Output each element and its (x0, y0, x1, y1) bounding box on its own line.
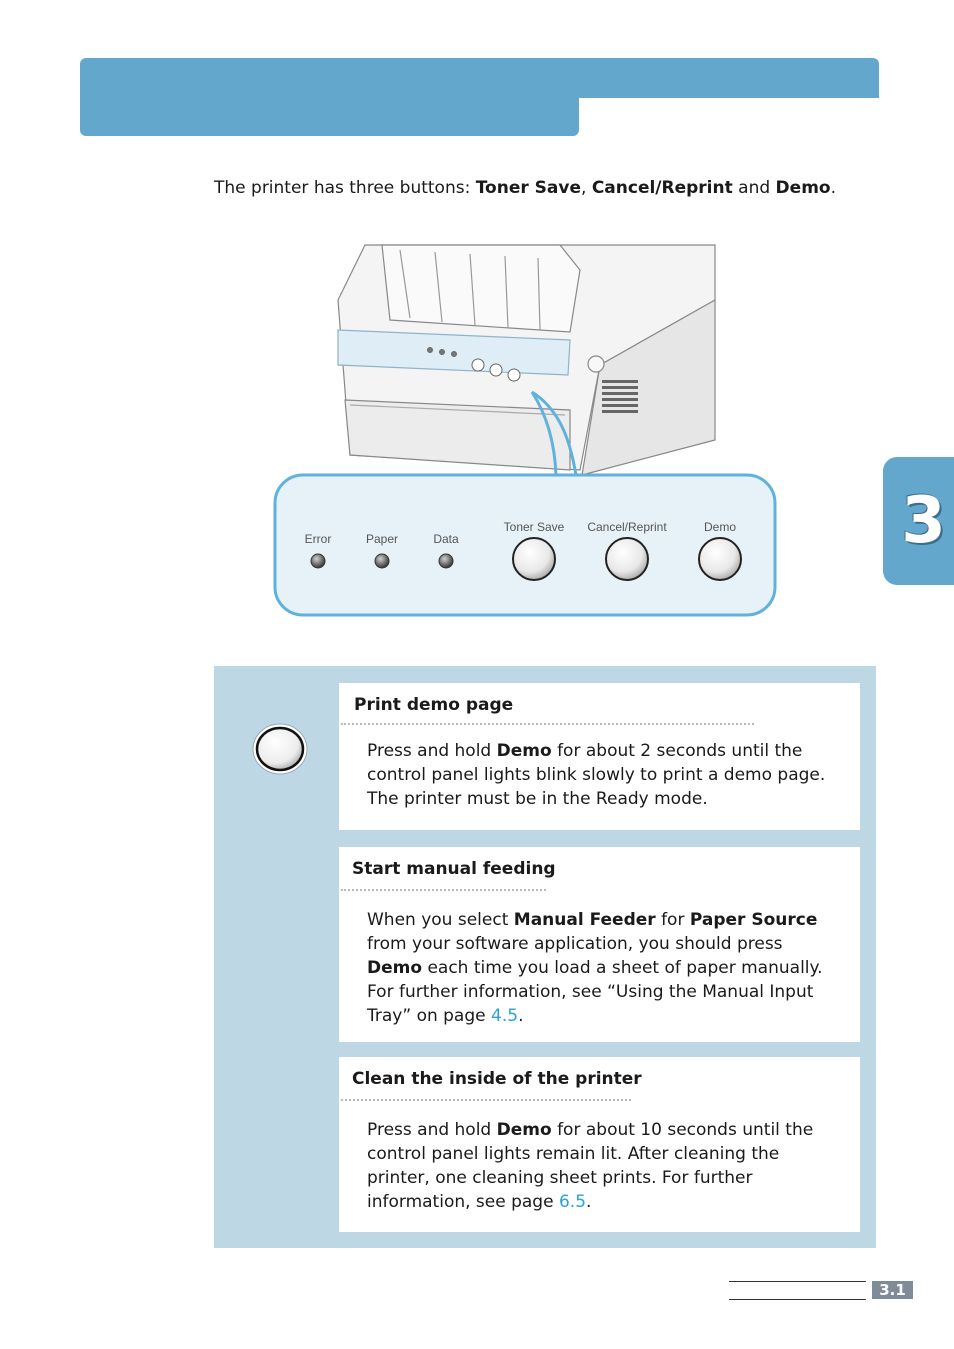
card-start-manual-feeding (339, 847, 860, 1042)
chapter-number: 3 (901, 484, 946, 558)
demo-button[interactable] (699, 520, 741, 580)
printer-drawing (270, 240, 782, 620)
led-label-error: Error (304, 532, 332, 546)
chapter-header-tab (80, 90, 579, 136)
card-clean-inside (339, 1057, 860, 1232)
card-print-demo-page (339, 683, 860, 830)
demo-button-icon (252, 722, 310, 776)
printer-body (338, 245, 715, 475)
title-underline (341, 889, 546, 891)
bold-term: Demo (496, 1120, 552, 1140)
page-number: 3.1 (872, 1281, 913, 1299)
bold-term: Paper Source (689, 910, 818, 930)
bold-term: Demo (367, 958, 423, 978)
led-label-data: Data (433, 532, 459, 546)
title-underline (341, 1099, 631, 1101)
page-reference-link[interactable]: 6.5 (558, 1192, 587, 1212)
intro-cancel-reprint: Cancel/Reprint (591, 178, 733, 198)
demo-label: Demo (703, 520, 737, 534)
intro-demo: Demo (775, 178, 831, 198)
card-body: Press and hold Demo for about 10 seconds until the control panel lights remain lit. After cleaning the printer, one cleaning sheet prints. For further information, see page 6.5. (367, 1120, 814, 1212)
bold-term: Demo (496, 741, 552, 761)
bold-term: Manual Feeder (513, 910, 656, 930)
card-title: Start manual feeding (352, 859, 556, 879)
printer-illustration (270, 240, 782, 620)
card-body: When you select Manual Feeder for Paper Source from your software application, you should press Demo each time you load a sheet of paper manually. For further information, see “Using the Manual Input Tray” on page 4.5. (367, 910, 823, 1026)
led-label-paper: Paper (365, 532, 399, 546)
card-body: Press and hold Demo for about 2 seconds until the control panel lights blink slowly to print a demo page. The printer must be in the Ready mode. (367, 741, 826, 809)
toner-save-label: Toner Save (503, 520, 565, 534)
card-title: Clean the inside of the printer (352, 1069, 642, 1089)
page-reference-link[interactable]: 4.5 (491, 1006, 519, 1026)
chapter-tab (883, 457, 954, 585)
intro-toner-save: Toner Save (475, 178, 581, 198)
cancel-reprint-label: Cancel/Reprint (587, 520, 667, 534)
card-title: Print demo page (354, 695, 514, 715)
title-underline (341, 723, 754, 725)
footer-rule (729, 1281, 866, 1300)
intro-text: The printer has three buttons: Toner Save, Cancel/Reprint and Demo. (214, 178, 836, 198)
